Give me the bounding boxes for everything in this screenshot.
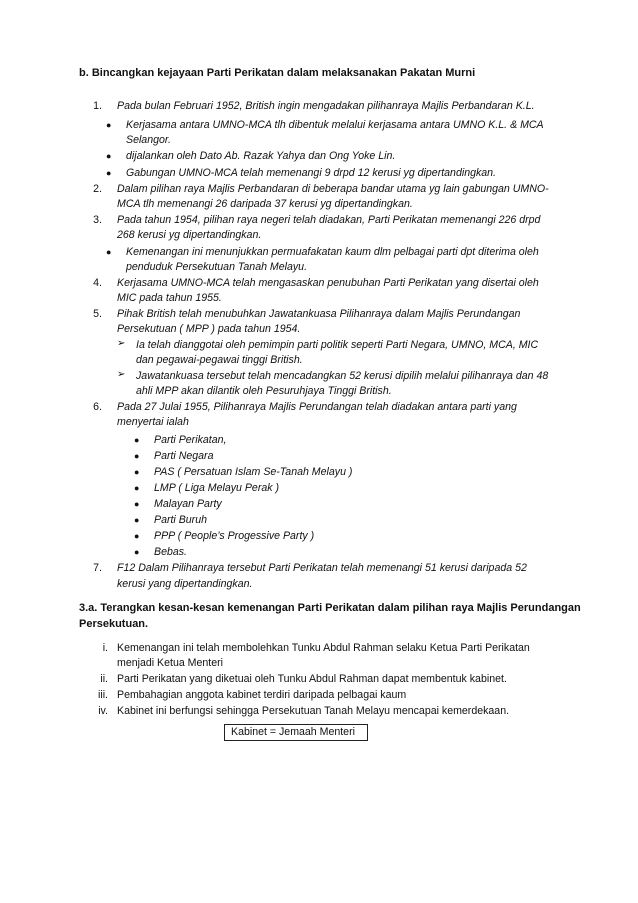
section-3a-heading bbox=[79, 600, 581, 632]
party-item: Malayan Party bbox=[154, 498, 222, 510]
bullet-icon: ● bbox=[106, 151, 112, 161]
party-item: Bebas. bbox=[154, 546, 187, 558]
item-3-number: 3. bbox=[93, 214, 102, 226]
roman-number: iv. bbox=[98, 705, 108, 717]
bullet-icon: ● bbox=[134, 515, 140, 525]
item-1-bullet-2: dijalankan oleh Dato Ab. Razak Yahya dan Ong Yoke Lin. bbox=[126, 150, 396, 162]
bullet-icon: ● bbox=[134, 483, 140, 493]
section-3a-heading-line-2: Persekutuan. bbox=[79, 618, 149, 630]
item-5-arrow-1: Ia telah dianggotai oleh pemimpin parti politik seperti Parti Negara, UMNO, MCA, MIC bbox=[136, 339, 539, 351]
bullet-icon: ● bbox=[134, 499, 140, 509]
item-5-number: 5. bbox=[93, 308, 102, 320]
party-item: Parti Perikatan, bbox=[154, 434, 227, 446]
bullet-icon: ● bbox=[134, 531, 140, 541]
arrow-bullet-icon: ➢ bbox=[117, 338, 126, 349]
bullet-icon: ● bbox=[106, 120, 112, 130]
item-1-bullet-1: Kerjasama antara UMNO-MCA tlh dibentuk melalui kerjasama antara UMNO K.L. & MCA bbox=[126, 119, 544, 131]
item-7-line-1: F12 Dalam Pilihanraya tersebut Parti Perikatan telah memenangi 51 kerusi daripada 52 bbox=[117, 562, 527, 574]
roman-number: iii. bbox=[97, 689, 108, 701]
bullet-icon: ● bbox=[134, 547, 140, 557]
item-1-bullet-3: Gabungan UMNO-MCA telah memenangi 9 drpd 12 kerusi yg dipertandingkan. bbox=[126, 167, 496, 179]
party-item: PPP ( People’s Progessive Party ) bbox=[154, 530, 315, 542]
roman-number: i. bbox=[102, 642, 108, 654]
bullet-icon: ● bbox=[106, 168, 112, 178]
item-4-line-2: MIC pada tahun 1955. bbox=[117, 292, 222, 304]
item-1-text: Pada bulan Februari 1952, British ingin mengadakan pilihanraya Majlis Perbandaran K.L. bbox=[117, 100, 535, 112]
item-2-line-2: MCA tlh memenangi 26 daripada 37 kerusi yg dipertandingkan. bbox=[117, 198, 413, 210]
item-1-number: 1. bbox=[93, 100, 102, 112]
bullet-icon: ● bbox=[134, 467, 140, 477]
effect-item-1-cont: menjadi Ketua Menteri bbox=[117, 657, 223, 669]
arrow-bullet-icon: ➢ bbox=[117, 369, 126, 380]
section-3a-heading-line-1: 3.a. Terangkan kesan-kesan kemenangan Parti Perikatan dalam pilihan raya Majlis Perundangan bbox=[79, 602, 581, 614]
party-item: Parti Negara bbox=[154, 450, 214, 462]
bullet-icon: ● bbox=[134, 451, 140, 461]
effect-item-1: Kemenangan ini telah membolehkan Tunku Abdul Rahman selaku Ketua Parti Perikatan bbox=[117, 642, 530, 654]
party-item: LMP ( Liga Melayu Perak ) bbox=[154, 482, 280, 494]
item-6-line-2: menyertai ialah bbox=[117, 416, 189, 428]
bullet-icon: ● bbox=[134, 435, 140, 445]
item-6-line-1: Pada 27 Julai 1955, Pilihanraya Majlis Perundangan telah diadakan antara parti yang bbox=[117, 401, 517, 413]
cabinet-note-box: Kabinet = Jemaah Menteri bbox=[224, 724, 368, 741]
item-5-line-1: Pihak British telah menubuhkan Jawatankuasa Pilihanraya dalam Majlis Perundangan bbox=[117, 308, 521, 320]
bullet-icon: ● bbox=[106, 247, 112, 257]
item-3-line-2: 268 kerusi yg dipertandingkan. bbox=[117, 229, 262, 241]
effect-item-3: Pembahagian anggota kabinet terdiri daripada pelbagai kaum bbox=[117, 689, 407, 701]
item-6-number: 6. bbox=[93, 401, 102, 413]
item-5-arrow-1-cont: dan pegawai-pegawai tinggi British. bbox=[136, 354, 303, 366]
item-7-line-2: kerusi yang dipertandingkan. bbox=[117, 578, 253, 590]
party-item: Parti Buruh bbox=[154, 514, 207, 526]
item-7-number: 7. bbox=[93, 562, 102, 574]
item-1-bullet-1-cont: Selangor. bbox=[126, 134, 171, 146]
item-5-arrow-2-cont: ahli MPP akan dilantik oleh Pesuruhjaya Tinggi British. bbox=[136, 385, 392, 397]
item-2-number: 2. bbox=[93, 183, 102, 195]
section-b-heading: b. Bincangkan kejayaan Parti Perikatan dalam melaksanakan Pakatan Murni bbox=[79, 67, 476, 79]
item-5-line-2: Persekutuan ( MPP ) pada tahun 1954. bbox=[117, 323, 301, 335]
effect-item-2: Parti Perikatan yang diketuai oleh Tunku Abdul Rahman dapat membentuk kabinet. bbox=[117, 673, 507, 685]
item-3-line-1: Pada tahun 1954, pilihan raya negeri telah diadakan, Parti Perikatan memenangi 226 drpd bbox=[117, 214, 541, 226]
roman-number: ii. bbox=[100, 673, 108, 685]
item-4-line-1: Kerjasama UMNO-MCA telah mengasaskan penubuhan Parti Perikatan yang disertai oleh bbox=[117, 277, 539, 289]
party-item: PAS ( Persatuan Islam Se-Tanah Melayu ) bbox=[154, 466, 353, 478]
item-3-bullet-cont: penduduk Persekutuan Tanah Melayu. bbox=[126, 261, 308, 273]
effect-item-4: Kabinet ini berfungsi sehingga Persekutuan Tanah Melayu mencapai kemerdekaan. bbox=[117, 705, 510, 717]
item-4-number: 4. bbox=[93, 277, 102, 289]
item-3-bullet: Kemenangan ini menunjukkan permuafakatan kaum dlm pelbagai parti dpt diterima oleh bbox=[126, 246, 539, 258]
item-2-line-1: Dalam pilihan raya Majlis Perbandaran di beberapa bandar utama yg lain gabungan UMNO- bbox=[117, 183, 549, 195]
item-5-arrow-2: Jawatankuasa tersebut telah mencadangkan 52 kerusi dipilih melalui pilihanraya dan 48 bbox=[136, 370, 549, 382]
